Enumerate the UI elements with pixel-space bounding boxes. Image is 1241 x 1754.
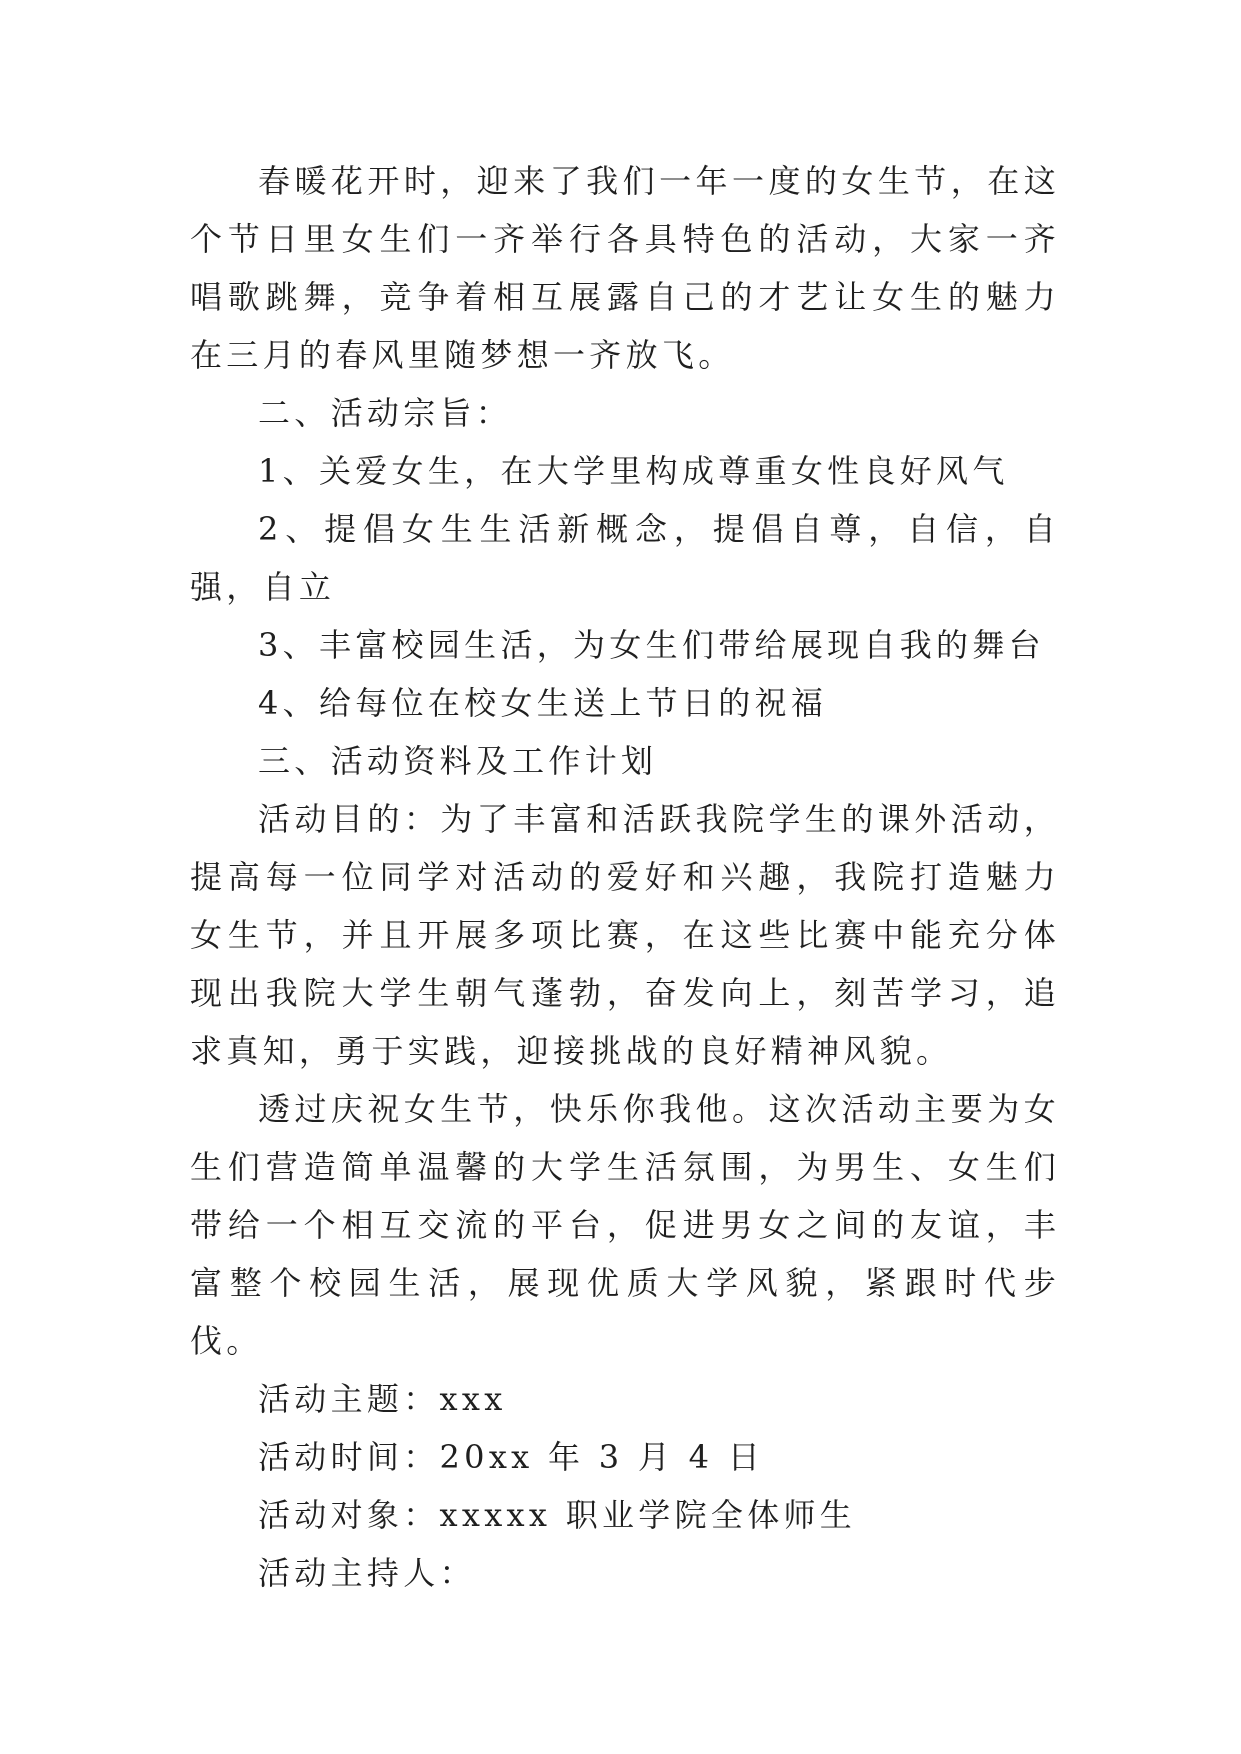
- activity-goal-paragraph: 活动目的：为了丰富和活跃我院学生的课外活动，提高每一位同学对活动的爱好和兴趣，我院打造魅力女生节，并且开展多项比赛，在这些比赛中能充分体现出我院大学生朝气蓬勃，奋发向上，刻苦学习，追求真知，勇于实践，迎接挑战的良好精神风貌。: [190, 800, 1060, 1070]
- activity-host: 活动主持人：: [258, 1554, 476, 1592]
- celebration-paragraph: 透过庆祝女生节，快乐你我他。这次活动主要为女生们营造简单温馨的大学生活氛围，为男生、女生们带给一个相互交流的平台，促进男女之间的友谊，丰富整个校园生活，展现优质大学风貌，紧跟时代步伐。: [190, 1090, 1060, 1360]
- purpose-item-2: 2、提倡女生生活新概念，提倡自尊，自信，自强，自立: [190, 510, 1060, 606]
- activity-target: 活动对象：xxxxx 职业学院全体师生: [258, 1496, 857, 1534]
- purpose-item-3: 3、丰富校园生活，为女生们带给展现自我的舞台: [258, 626, 1045, 664]
- activity-time: 活动时间：20xx 年 3 月 4 日: [258, 1438, 765, 1476]
- section-heading-purpose: 二、活动宗旨：: [258, 394, 513, 432]
- purpose-item-4: 4、给每位在校女生送上节日的祝福: [258, 684, 828, 722]
- purpose-item-1: 1、关爱女生，在大学里构成尊重女性良好风气: [258, 452, 1009, 490]
- section-heading-plan: 三、活动资料及工作计划: [258, 742, 658, 780]
- activity-theme: 活动主题：xxx: [258, 1380, 507, 1418]
- intro-paragraph: 春暖花开时，迎来了我们一年一度的女生节，在这个节日里女生们一齐举行各具特色的活动，大家一齐唱歌跳舞，竞争着相互展露自己的才艺让女生的魅力在三月的春风里随梦想一齐放飞。: [190, 162, 1060, 374]
- document-body: [190, 152, 1060, 1602]
